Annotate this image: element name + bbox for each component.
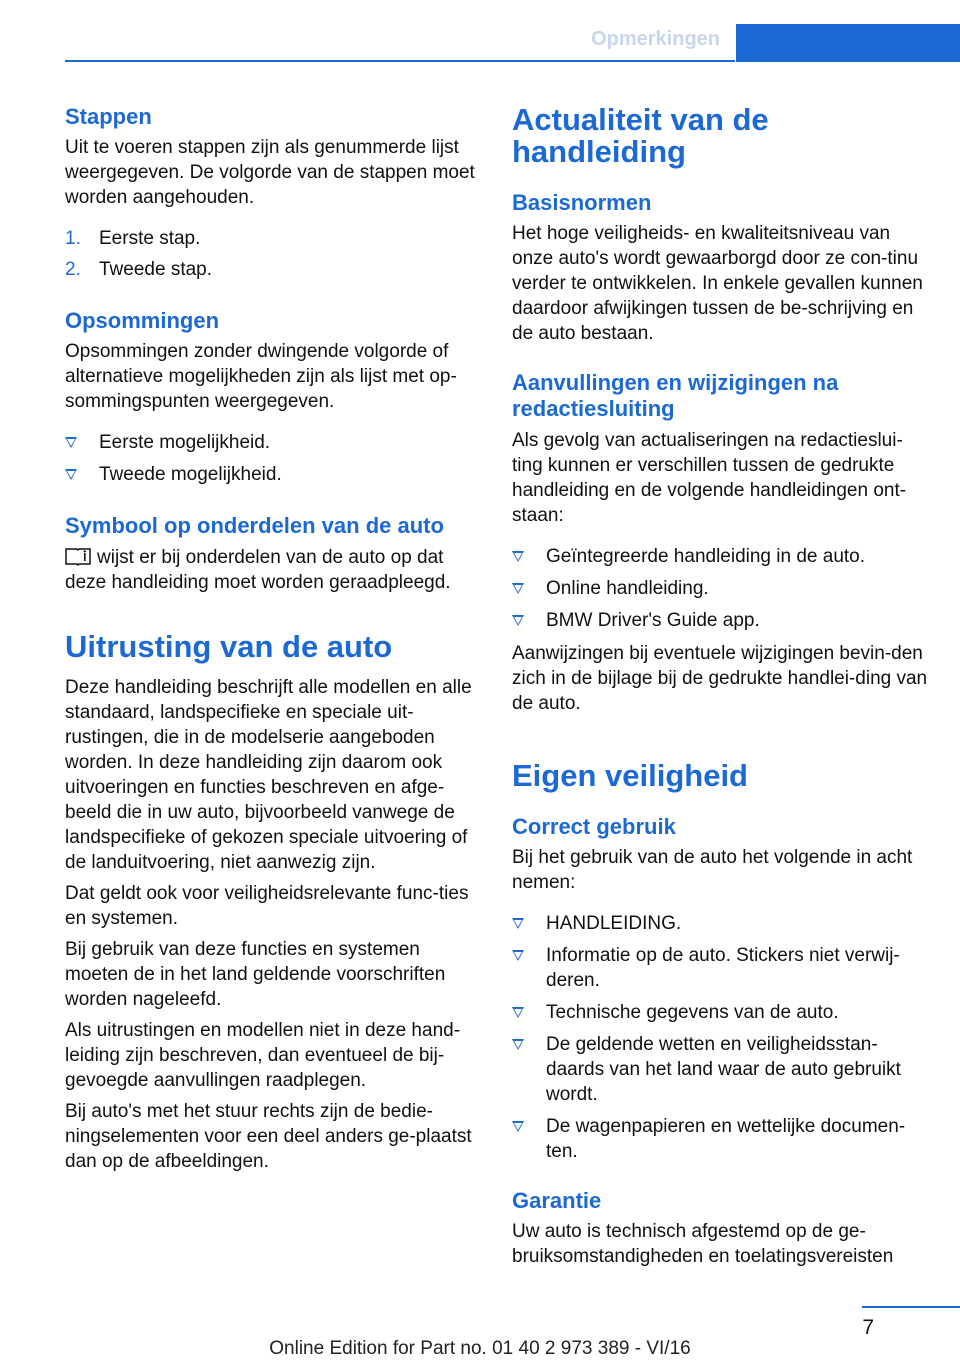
steps-list bbox=[65, 226, 480, 282]
list-item bbox=[65, 226, 480, 251]
header-rule bbox=[65, 60, 735, 62]
symbool-paragraph bbox=[65, 545, 480, 595]
bullet-list bbox=[512, 911, 930, 1164]
heading-eigen-veiligheid: Eigen veiligheid bbox=[512, 758, 748, 793]
bullet-label: De wagenpapieren en wettelijke documen-ten. bbox=[546, 1116, 906, 1162]
bullet-label: Online handleiding. bbox=[546, 578, 709, 599]
list-item bbox=[65, 430, 480, 455]
aanvullingen-text: Als gevolg van actualiseringen na redactieslui-ting kunnen er verschillen tussen de gedrukte handleiding en de volgende handleidingen ont-staan: bbox=[512, 430, 907, 526]
uitrusting-paragraph: Als uitrustingen en modellen niet in deze hand-leiding zijn beschreven, dan eventueel de bij-gevoegde aanvullingen raadplegen. bbox=[65, 1020, 461, 1091]
uitrusting-paragraph: Dat geldt ook voor veiligheidsrelevante func-ties en systemen. bbox=[65, 883, 469, 929]
bullet-list bbox=[65, 430, 480, 487]
heading-correct-gebruik: Correct gebruik bbox=[512, 814, 676, 839]
right-column bbox=[512, 98, 930, 1269]
list-item bbox=[512, 911, 930, 936]
footer-rule bbox=[862, 1306, 960, 1308]
step-number: 2. bbox=[65, 259, 81, 280]
list-item bbox=[512, 943, 930, 993]
bullet-label: Tweede mogelijkheid. bbox=[99, 464, 282, 485]
list-item bbox=[65, 462, 480, 487]
bullet-label: BMW Driver's Guide app. bbox=[546, 610, 760, 631]
basisnormen-text: Het hoge veiligheids- en kwaliteitsniveau van onze auto's wordt gewaarborgd door ze con-tinu verder te ontwikkelen. In enkele gevallen kunnen daardoor afwijkingen tussen de be-schrijving en de auto bestaan. bbox=[512, 223, 923, 344]
list-item bbox=[512, 1000, 930, 1025]
left-column bbox=[65, 98, 480, 1174]
list-item bbox=[512, 544, 930, 569]
triangle-bullet-icon bbox=[514, 585, 522, 592]
heading-opsommingen: Opsommingen bbox=[65, 308, 220, 333]
triangle-bullet-icon bbox=[514, 553, 522, 560]
uitrusting-paragraph: Deze handleiding beschrijft alle modellen en alle standaard, landspecifieke en speciale uit-rustingen, die in de modelserie aangeboden worden. In deze handleiding zijn daarom ook uitvoeringen en functies beschreven en afge-beeld die in uw auto, bijvoorbeeld vanwege de landspecifieke of gekozen speciale uitvoering of de landuitvoering, niet aanwezig zijn. bbox=[65, 677, 472, 873]
edition-footer: Online Edition for Part no. 01 40 2 973 389 - VI/16 bbox=[269, 1338, 691, 1359]
bullet-label: Informatie op de auto. Stickers niet verwij-deren. bbox=[546, 945, 900, 991]
list-item bbox=[512, 576, 930, 601]
bullet-label: Technische gegevens van de auto. bbox=[546, 1002, 839, 1023]
page-number: 7 bbox=[862, 1316, 874, 1339]
triangle-bullet-icon bbox=[514, 920, 522, 927]
triangle-bullet-icon bbox=[514, 952, 522, 959]
symbool-text: wijst er bij onderdelen van de auto op dat deze handleiding moet worden geraadpleegd. bbox=[65, 547, 451, 593]
opsommingen-text: Opsommingen zonder dwingende volgorde of alternatieve mogelijkheden zijn als lijst met op-sommingspunten weergegeven. bbox=[65, 341, 457, 412]
section-title: Opmerkingen bbox=[591, 28, 720, 50]
list-item bbox=[512, 608, 930, 633]
uitrusting-paragraph: Bij gebruik van deze functies en systemen moeten de in het land geldende voorschriften worden nageleefd. bbox=[65, 939, 446, 1010]
heading-aanvullingen: Aanvullingen en wijzigingen na redactiesluiting bbox=[512, 370, 839, 421]
uitrusting-paragraph: Bij auto's met het stuur rechts zijn de bedie-ningselementen voor een deel anders ge-plaatst dan op de afbeeldingen. bbox=[65, 1101, 472, 1172]
step-number: 1. bbox=[65, 228, 81, 249]
heading-actualiteit: Actualiteit van de handleiding bbox=[512, 102, 769, 169]
garantie-text: Uw auto is technisch afgestemd op de ge-bruiksomstandigheden en toelatingsvereisten bbox=[512, 1221, 894, 1267]
heading-basisnormen: Basisnormen bbox=[512, 190, 652, 215]
triangle-bullet-icon bbox=[67, 471, 75, 478]
list-item bbox=[512, 1032, 930, 1107]
list-item bbox=[512, 1114, 930, 1164]
heading-garantie: Garantie bbox=[512, 1188, 602, 1213]
triangle-bullet-icon bbox=[514, 1123, 522, 1130]
bullet-label: Eerste mogelijkheid. bbox=[99, 432, 271, 453]
correct-text: Bij het gebruik van de auto het volgende in acht nemen: bbox=[512, 847, 913, 893]
triangle-bullet-icon bbox=[67, 439, 75, 446]
triangle-bullet-icon bbox=[514, 617, 522, 624]
aanwijzingen-text: Aanwijzingen bij eventuele wijzigingen bevin-den zich in de bijlage bij de gedrukte handlei-ding van de auto. bbox=[512, 643, 928, 714]
book-icon bbox=[65, 547, 91, 566]
header-color-block bbox=[736, 24, 960, 62]
bullet-label: De geldende wetten en veiligheidsstan-daards van het land waar de auto gebruikt wordt. bbox=[546, 1034, 901, 1105]
triangle-bullet-icon bbox=[514, 1041, 522, 1048]
triangle-bullet-icon bbox=[514, 1009, 522, 1016]
bullet-list bbox=[512, 544, 930, 633]
bullet-label: HANDLEIDING. bbox=[546, 913, 682, 934]
heading-stappen: Stappen bbox=[65, 104, 152, 129]
step-label: Eerste stap. bbox=[99, 228, 201, 249]
bullet-label: Geïntegreerde handleiding in de auto. bbox=[546, 546, 866, 567]
heading-uitrusting: Uitrusting van de auto bbox=[65, 629, 393, 664]
list-item bbox=[65, 257, 480, 282]
heading-symbool: Symbool op onderdelen van de auto bbox=[65, 513, 444, 538]
step-label: Tweede stap. bbox=[99, 259, 213, 280]
stappen-text: Uit te voeren stappen zijn als genummerde lijst weergegeven. De volgorde van de stappen moet worden aangehouden. bbox=[65, 137, 475, 208]
